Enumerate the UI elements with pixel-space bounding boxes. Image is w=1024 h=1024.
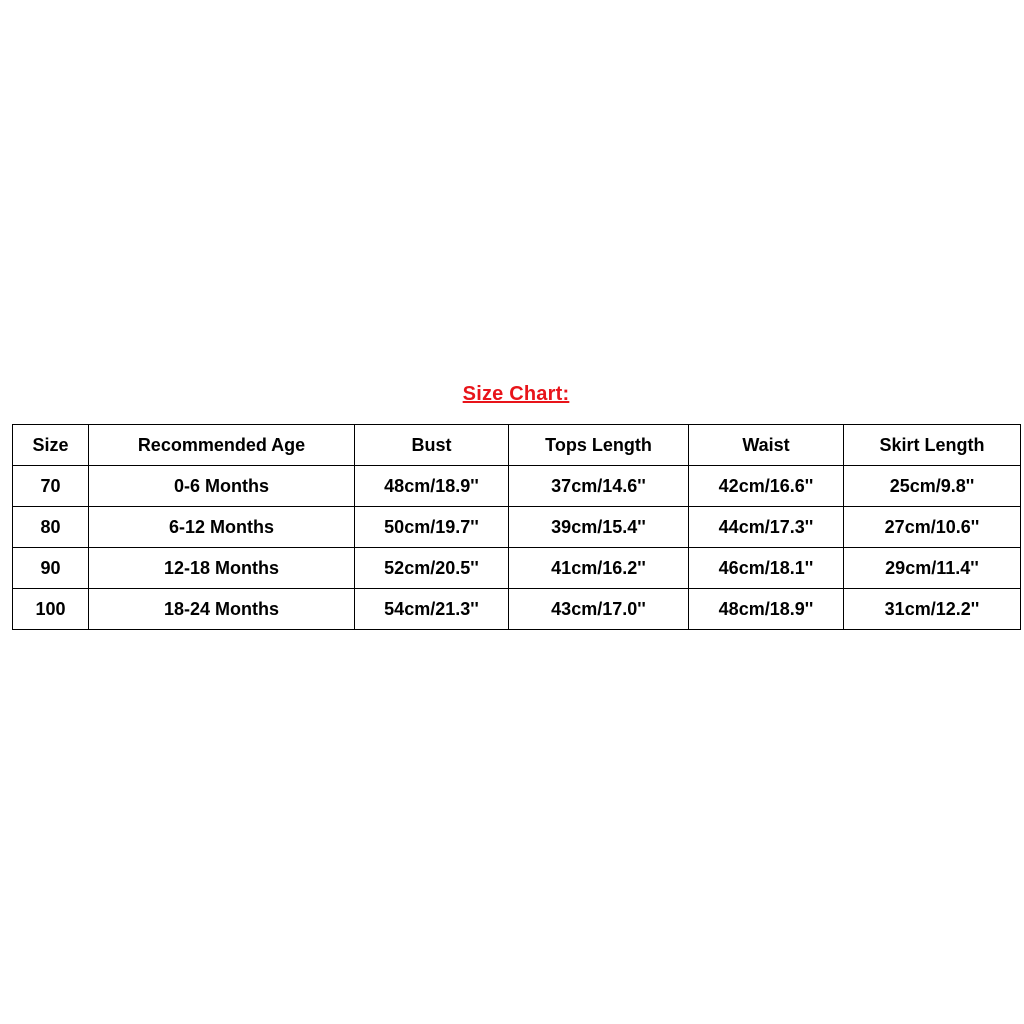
- header-skirt-length: Skirt Length: [844, 425, 1021, 466]
- header-recommended-age: Recommended Age: [89, 425, 355, 466]
- table-header-row: [13, 425, 1021, 466]
- header-bust: Bust: [355, 425, 509, 466]
- size-chart-table: [12, 424, 1021, 630]
- table-row: [13, 466, 1021, 507]
- size-chart-title: Size Chart:: [462, 383, 570, 405]
- table-row: [13, 548, 1021, 589]
- table-cell: 27cm/10.6'': [844, 507, 1021, 548]
- table-cell: 37cm/14.6'': [509, 466, 689, 507]
- table-cell: 0-6 Months: [89, 466, 355, 507]
- table-cell: 31cm/12.2'': [844, 589, 1021, 630]
- table-cell: 12-18 Months: [89, 548, 355, 589]
- table-cell: 42cm/16.6'': [689, 466, 844, 507]
- header-tops-length: Tops Length: [509, 425, 689, 466]
- table-row: [13, 589, 1021, 630]
- table-cell: 29cm/11.4'': [844, 548, 1021, 589]
- header-waist: Waist: [689, 425, 844, 466]
- table-cell: 18-24 Months: [89, 589, 355, 630]
- table-row: [13, 507, 1021, 548]
- table-cell: 70: [13, 466, 89, 507]
- table-cell: 44cm/17.3'': [689, 507, 844, 548]
- table-cell: 43cm/17.0'': [509, 589, 689, 630]
- header-size: Size: [13, 425, 89, 466]
- table-cell: 48cm/18.9'': [689, 589, 844, 630]
- table-cell: 41cm/16.2'': [509, 548, 689, 589]
- table-cell: 100: [13, 589, 89, 630]
- table-cell: 25cm/9.8'': [844, 466, 1021, 507]
- table-cell: 54cm/21.3'': [355, 589, 509, 630]
- table-cell: 52cm/20.5'': [355, 548, 509, 589]
- table-cell: 50cm/19.7'': [355, 507, 509, 548]
- table-cell: 6-12 Months: [89, 507, 355, 548]
- table-cell: 48cm/18.9'': [355, 466, 509, 507]
- table-cell: 46cm/18.1'': [689, 548, 844, 589]
- table-cell: 90: [13, 548, 89, 589]
- table-cell: 39cm/15.4'': [509, 507, 689, 548]
- table-cell: 80: [13, 507, 89, 548]
